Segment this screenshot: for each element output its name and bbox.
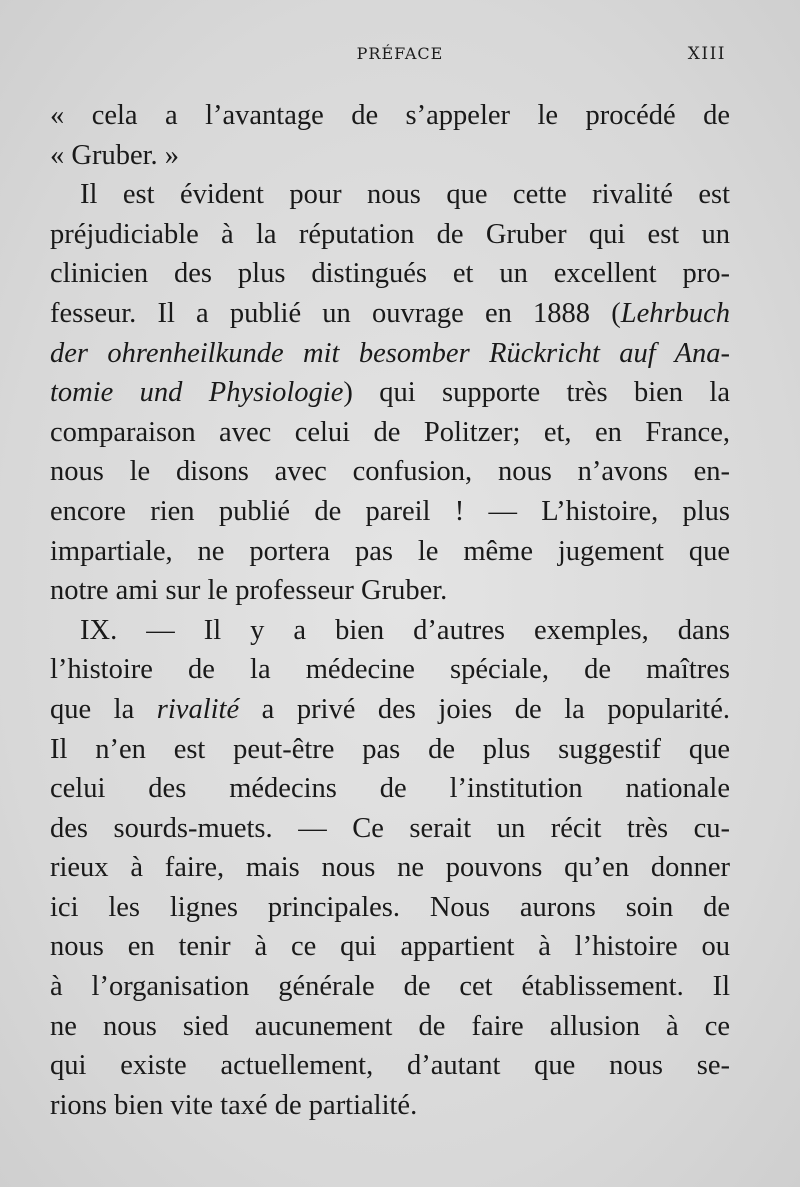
text-line: « cela a l’avantage de s’appeler le procédé de (50, 100, 730, 131)
running-head: PRÉFACE (356, 44, 444, 63)
emphasis-italic: rivalité (156, 693, 240, 725)
text-line: préjudiciable à la réputation de Gruber qui est un (50, 218, 730, 250)
page-number: XIII (687, 44, 726, 64)
text-line: impartiale, ne portera pas le même jugement que (50, 535, 730, 567)
text-line: nous le disons avec confusion, nous n’avons en- (50, 456, 730, 488)
text-line: ici les lignes principales. Nous aurons soin de (50, 891, 730, 923)
text-line: rieux à faire, mais nous ne pouvons qu’en donner (50, 852, 730, 884)
text-line: comparaison avec celui de Politzer; et, en France, (50, 416, 730, 448)
text-line: l’histoire de la médecine spéciale, de maîtres (50, 654, 730, 686)
text-line: clinicien des plus distingués et un excellent pro- (50, 258, 730, 290)
text-line: à l’organisation générale de cet établissement. Il (50, 971, 730, 1003)
paragraph-first-line: Il est évident pour nous que cette rivalité est (80, 179, 730, 211)
text-line: rions bien vite taxé de partialité. (50, 1089, 418, 1121)
text-line: que la rivalité a privé des joies de la popularité. (50, 693, 730, 725)
book-title-italic: tomie und Physiologie (50, 377, 344, 409)
text-line: nous en tenir à ce qui appartient à l’histoire ou (50, 931, 730, 963)
text-line: tomie und Physiologie) qui supporte très bien la (50, 377, 730, 409)
paragraph-first-line: IX. — Il y a bien d’autres exemples, dans (80, 614, 730, 646)
page-header (0, 38, 800, 72)
text-line: des sourds-muets. — Ce serait un récit très cu- (50, 812, 730, 844)
text-line: encore rien publié de pareil ! — L’histoire, plus (50, 495, 730, 527)
text-line: ne nous sied aucunement de faire allusion à ce (50, 1010, 730, 1042)
text-line: « Gruber. » (50, 139, 180, 171)
text-line: notre ami sur le professeur Gruber. (50, 575, 448, 607)
book-title-italic: Lehrbuch (620, 297, 730, 329)
body-text (50, 96, 730, 1125)
text-line: fesseur. Il a publié un ouvrage en 1888 (Lehrbuch (50, 297, 730, 329)
text-line: celui des médecins de l’institution nationale (50, 773, 730, 805)
text-line: Il n’en est peut-être pas de plus suggestif que (50, 733, 730, 765)
text-line-italic: der ohrenheilkunde mit besomber Rückricht auf Ana- (50, 337, 730, 369)
text-line: qui existe actuellement, d’autant que nous se- (50, 1050, 730, 1082)
